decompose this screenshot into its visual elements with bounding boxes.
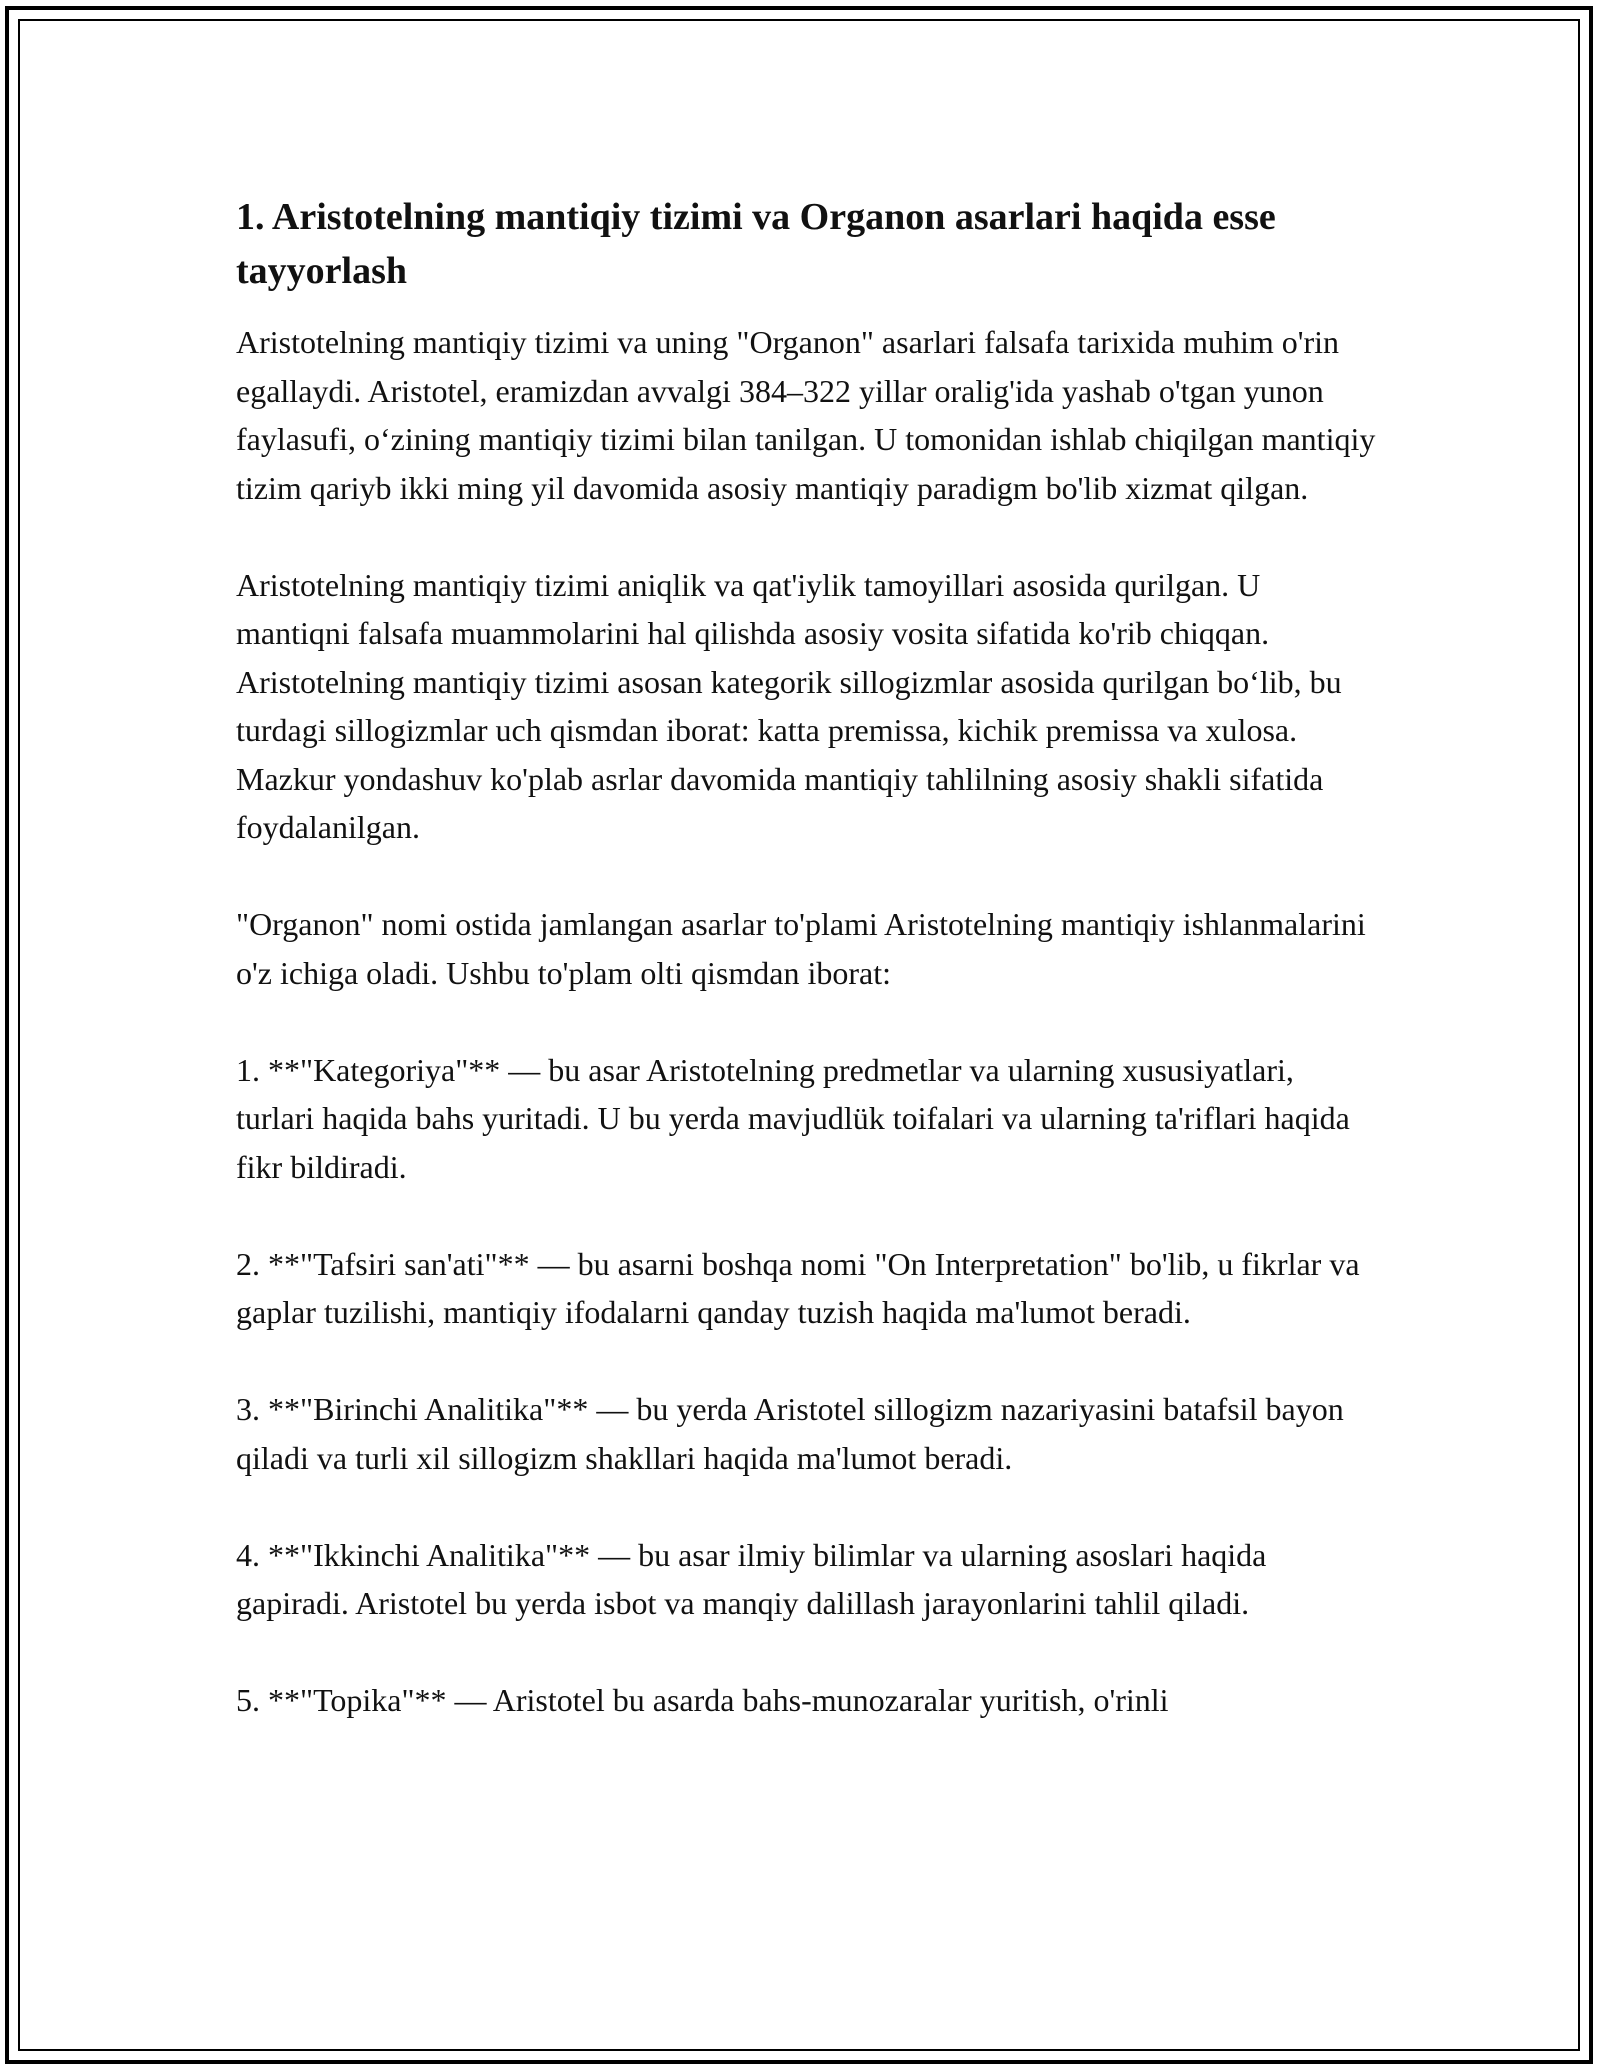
list-item-birinchi-analitika: 3. **"Birinchi Analitika"** — bu yerda Aristotel sillogizm nazariyasini batafsil bayon qiladi va turli xil sillogizm shakllari haqida ma'lumot beradi. <box>236 1391 1344 1476</box>
paragraph-logic-system: Aristotelning mantiqiy tizimi aniqlik va qat'iylik tamoyillari asosida qurilgan. U mantiqni falsafa muammolarini hal qilishda asosiy vosita sifatida ko'rib chiqqan. Aristotelning mantiqiy tizimi asosan kategorik sillogizmlar asosida qurilgan bo‘lib, bu turdagi sillogizmlar uch qismdan iborat: katta premissa, kichik premissa va xulosa. Mazkur yondashuv ko'plab asrlar davomida mantiqiy tahlilning asosiy shakli sifatida foydalanilgan. <box>236 566 1342 845</box>
list-item-ikkinchi-analitika: 4. **"Ikkinchi Analitika"** — bu asar ilmiy bilimlar va ularning asoslari haqida gapiradi. Aristotel bu yerda isbot va manqiy dalillash jarayonlarini tahlil qiladi. <box>236 1536 1267 1621</box>
list-item-kategoriya: 1. **"Kategoriya"** — bu asar Aristotelning predmetlar va ularning xususiyatlari, turlari haqida bahs yuritadi. U bu yerda mavjudlük toifalari va ularning ta'riflari haqida fikr bildiradi. <box>236 1051 1350 1185</box>
paragraph-organon-intro: "Organon" nomi ostida jamlangan asarlar to'plami Aristotelning mantiqiy ishlanmalarini o'z ichiga oladi. Ushbu to'plam olti qismdan iborat: <box>236 906 1366 991</box>
list-item-topika: 5. **"Topika"** — Aristotel bu asarda bahs-munozaralar yuritish, o'rinli <box>236 1682 1169 1718</box>
document-title: 1. Aristotelning mantiqiy tizimi va Organon asarlari haqida esse tayyorlash <box>236 196 1276 292</box>
paragraph-intro: Aristotelning mantiqiy tizimi va uning "Organon" asarlari falsafa tarixida muhim o'rin egallaydi. Aristotel, eramizdan avvalgi 384–322 yillar oralig'ida yashab o'tgan yunon faylasufi, o‘zining mantiqiy tizimi bilan tanilgan. U tomonidan ishlab chiqilgan mantiqiy tizim qariyb ikki ming yil davomida asosiy mantiqiy paradigm bo'lib xizmat qilgan. <box>236 324 1376 506</box>
list-item-tafsiri: 2. **"Tafsiri san'ati"** — bu asarni boshqa nomi "On Interpretation" bo'lib, u fikrlar va gaplar tuzilishi, mantiqiy ifodalarni qanday tuzish haqida ma'lumot beradi. <box>236 1245 1360 1330</box>
document-body <box>236 190 1376 1773</box>
